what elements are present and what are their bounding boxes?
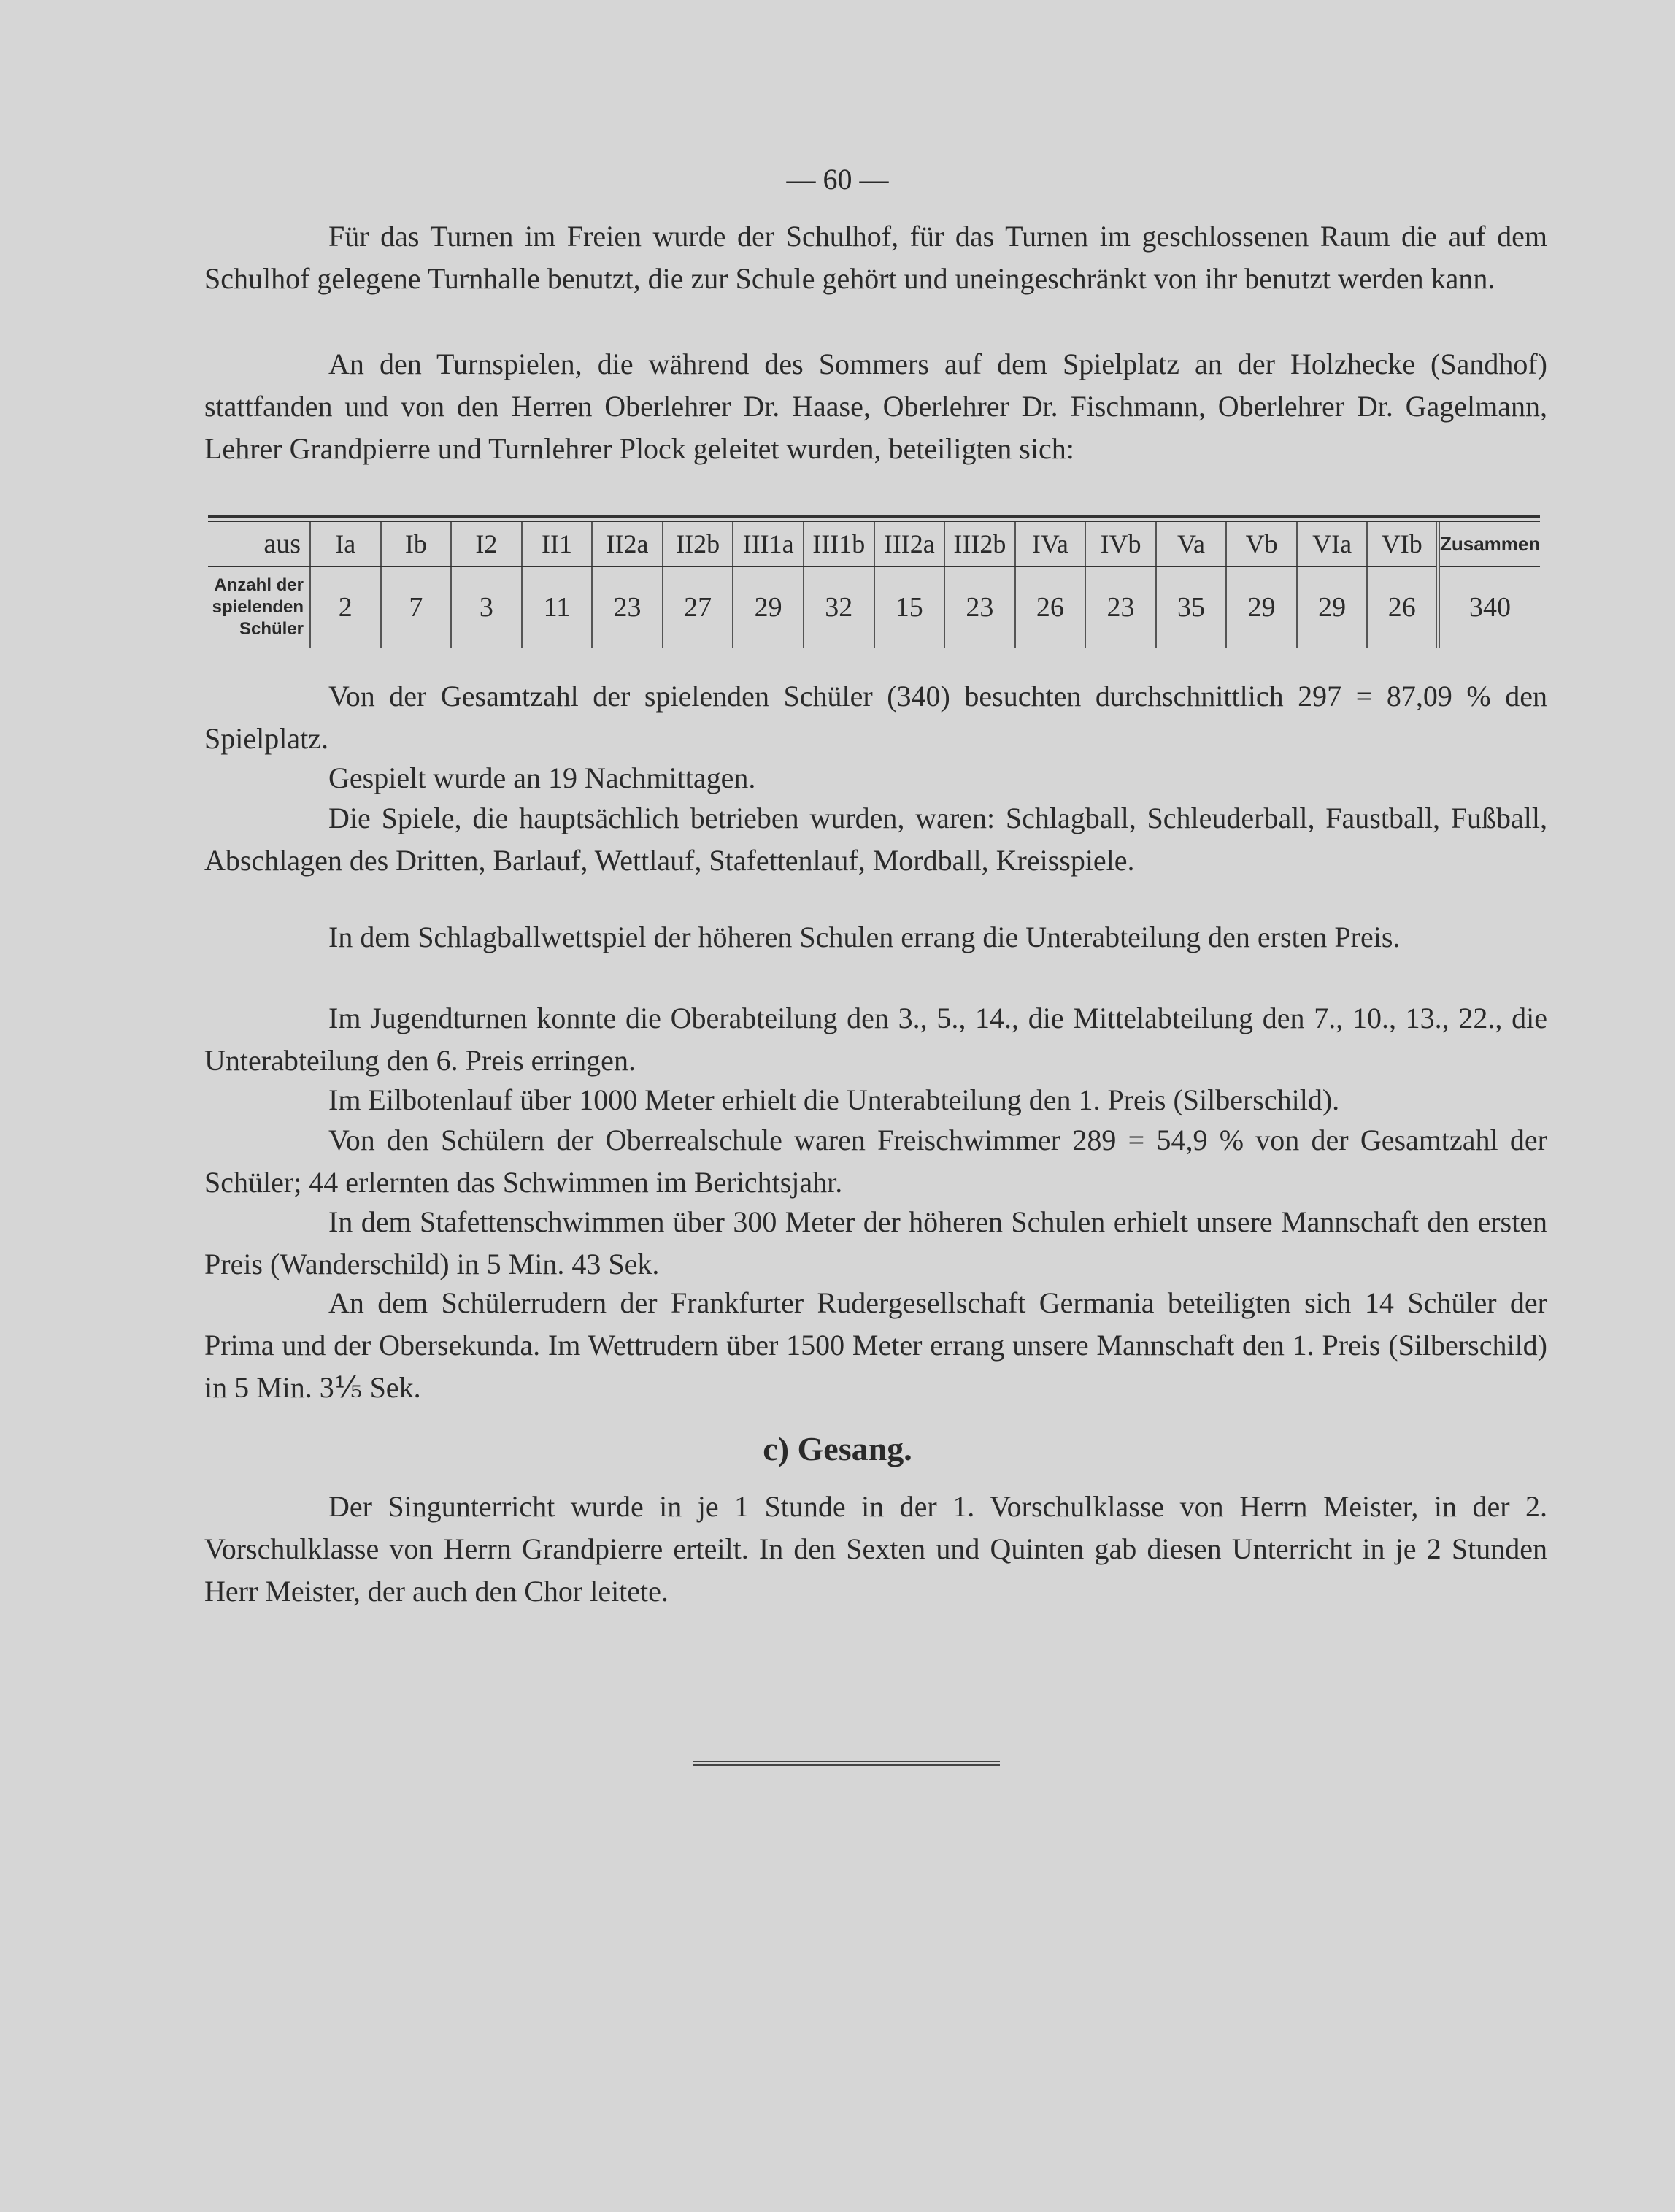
class-header: Ia [310,522,381,567]
paragraph-schwimmen: Von den Schülern der Oberrealschule waren Freischwimmer 289 = 54,9 % von der Gesamtzahl der Schüler; 44 erlernten das Schwimmen im Berichtsjahr. [204,1124,1547,1199]
class-header: III1b [804,522,874,567]
page-number: — 60 — [786,163,889,196]
table-cell: 27 [663,567,733,648]
class-header: II1 [522,522,593,567]
class-header: I2 [451,522,522,567]
class-header: VIa [1297,522,1368,567]
participation-table [208,515,1540,648]
class-header: III1a [733,522,804,567]
paragraph-turnhalle: Für das Turnen im Freien wurde der Schulhof, für das Turnen im geschlossenen Raum die auf dem Schulhof gelegene Turnhalle benutzt, die zur Schule gehört und uneingeschränkt von ihr benutzt werden kann. [204,220,1547,295]
table-cell: 11 [522,567,593,648]
table-cell: 26 [1367,567,1438,648]
class-header: II2a [592,522,663,567]
table-cell: 29 [1297,567,1368,648]
paragraph-rudern: An dem Schülerrudern der Frankfurter Rudergesellschaft Germania beteiligten sich 14 Schüler der Prima und der Obersekunda. Im Wettrudern über 1500 Meter errang unsere Mannschaft den 1. Preis (Silberschild) in 5 Min. 3⅕ Sek. [204,1286,1547,1404]
class-header: Ib [381,522,452,567]
class-header: Va [1156,522,1227,567]
paragraph-nachmittage: Gespielt wurde an 19 Nachmittagen. [328,761,756,794]
section-heading: c) Gesang. [763,1430,912,1467]
table-cell: 15 [874,567,945,648]
class-header: II2b [663,522,733,567]
total-cell: 340 [1438,567,1540,648]
total-header: Zusammen [1438,522,1540,567]
table-cell: 29 [733,567,804,648]
paragraph-spiele: Die Spiele, die hauptsächlich betrieben wurden, waren: Schlagball, Schleuderball, Faustball, Fußball, Abschlagen des Dritten, Barlauf, Wettlauf, Stafettenlauf, Mordball, Kreisspiele. [204,802,1547,877]
header-aus: aus [208,522,310,567]
table-row [208,567,1540,648]
row-label: Anzahl der spielenden Schüler [212,575,304,639]
table-cell: 7 [381,567,452,648]
end-divider [693,1761,1000,1766]
table-cell: 29 [1226,567,1297,648]
paragraph-eilbotenlauf: Im Eilbotenlauf über 1000 Meter erhielt die Unterabteilung den 1. Preis (Silberschild). [328,1083,1340,1116]
table-cell: 3 [451,567,522,648]
class-header: VIb [1367,522,1438,567]
table-cell: 23 [592,567,663,648]
paragraph-gesamtzahl: Von der Gesamtzahl der spielenden Schüler (340) besuchten durchschnittlich 297 = 87,09 % den Spielplatz. [204,680,1547,755]
class-header: IVb [1085,522,1156,567]
table-cell: 23 [944,567,1015,648]
table-top-rule [208,515,1540,518]
class-header: III2b [944,522,1015,567]
paragraph-jugendturnen: Im Jugendturnen konnte die Oberabteilung den 3., 5., 14., die Mittelabteilung den 7., 10., 13., 22., die Unterabteilung den 6. Preis erringen. [204,1002,1547,1077]
table-cell: 35 [1156,567,1227,648]
table-header-row [208,522,1540,567]
paragraph-stafettenschwimmen: In dem Stafettenschwimmen über 300 Meter der höheren Schulen erhielt unsere Mannschaft den ersten Preis (Wanderschild) in 5 Min. 43 Sek. [204,1205,1547,1280]
class-header: IVa [1015,522,1086,567]
paragraph-turnspiele: An den Turnspielen, die während des Sommers auf dem Spielplatz an der Holzhecke (Sandhof) stattfanden und von den Herren Oberlehrer Dr. Haase, Oberlehrer Dr. Fischmann, Oberlehrer Dr. Gagelmann, Lehrer Grandpierre und Turnlehrer Plock geleitet wurden, beteiligten sich: [204,347,1547,465]
table-cell: 23 [1085,567,1156,648]
table-cell: 2 [310,567,381,648]
table-cell: 26 [1015,567,1086,648]
paragraph-schlagball: In dem Schlagballwettspiel der höheren Schulen errang die Unterabteilung den ersten Preis. [328,921,1401,953]
paragraph-gesang: Der Singunterricht wurde in je 1 Stunde in der 1. Vorschulklasse von Herrn Meister, in der 2. Vorschulklasse von Herrn Grandpierre erteilt. In den Sexten und Quinten gab diesen Unterricht in je 2 Stunden Herr Meister, der auch den Chor leitete. [204,1490,1547,1608]
class-header: Vb [1226,522,1297,567]
class-header: III2a [874,522,945,567]
table-cell: 32 [804,567,874,648]
